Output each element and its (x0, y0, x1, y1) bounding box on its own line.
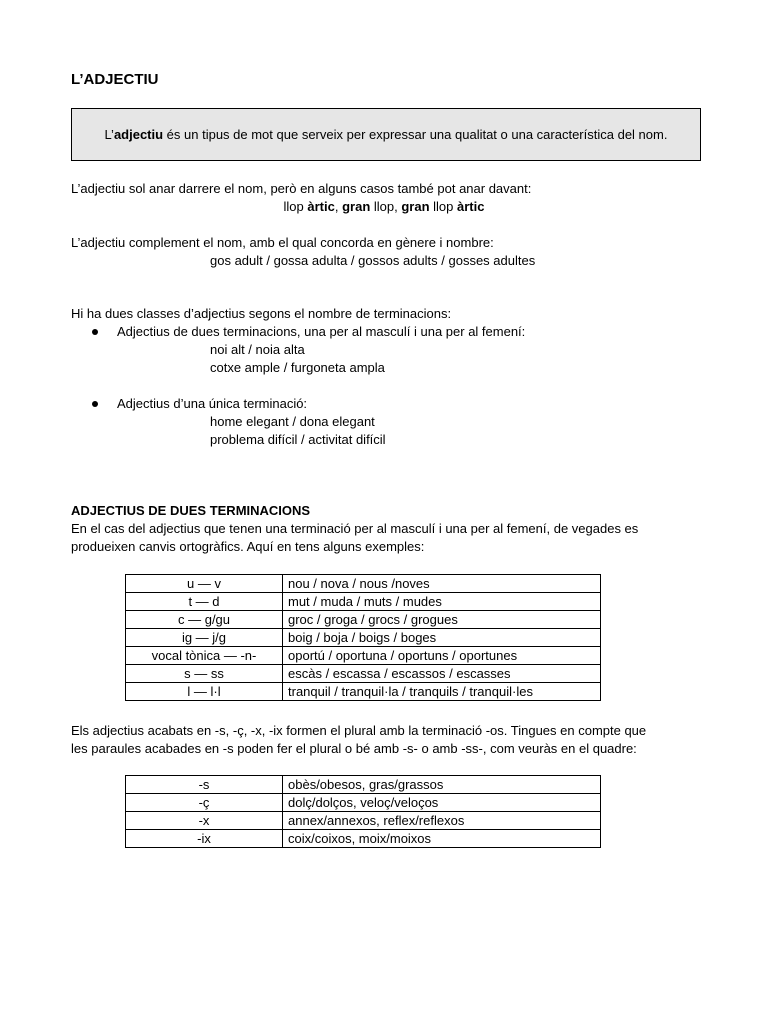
table-cell-ending: -s (126, 776, 283, 794)
table-cell-examples: oportú / oportuna / oportuns / oportunes (283, 647, 601, 665)
table-cell-examples: annex/annexos, reflex/reflexos (283, 812, 601, 830)
table-row (126, 647, 601, 665)
table-cell-examples: dolç/dolços, veloç/veloços (283, 794, 601, 812)
agreement-example: gos adult / gossa adulta / gossos adults / gosses adultes (210, 253, 536, 268)
section-paragraph-line: En el cas del adjectius que tenen una terminació per al masculí i una per al femení, de vegades es (71, 521, 639, 536)
position-example: llop àrtic, gran llop, gran llop àrtic (283, 199, 485, 214)
table-cell-change: vocal tònica — -n- (126, 647, 283, 665)
spelling-changes-table (125, 574, 601, 701)
table-row (126, 611, 601, 629)
table-cell-examples: obès/obesos, gras/grassos (283, 776, 601, 794)
bullet-icon (92, 329, 98, 335)
definition-box (71, 108, 701, 161)
table-row (126, 776, 601, 794)
table-row (126, 812, 601, 830)
table-row (126, 683, 601, 701)
section-paragraph-line: produeixen canvis ortogràfics. Aquí en tens alguns exemples: (71, 539, 425, 554)
definition-term: adjectiu (113, 126, 164, 142)
table-cell-ending: -ix (126, 830, 283, 848)
table-row (126, 794, 601, 812)
table-cell-examples: mut / muda / muts / mudes (283, 593, 601, 611)
table-row (126, 665, 601, 683)
table-cell-examples: escàs / escassa / escassos / escasses (283, 665, 601, 683)
table-row (126, 830, 601, 848)
plural-endings-table (125, 775, 601, 848)
position-text: L’adjectiu sol anar darrere el nom, però en alguns casos també pot anar davant: (71, 181, 532, 196)
table-cell-change: u — v (126, 575, 283, 593)
class-item-example: problema difícil / activitat difícil (210, 432, 386, 447)
plural-paragraph-line: les paraules acabades en -s poden fer el plural o bé amb -s- o amb -ss-, com veuràs en el quadre: (71, 741, 637, 756)
table-cell-examples: boig / boja / boigs / boges (283, 629, 601, 647)
table-cell-change: l — l·l (126, 683, 283, 701)
class-item-example: noi alt / noia alta (210, 342, 305, 357)
section-heading: ADJECTIUS DE DUES TERMINACIONS (71, 503, 311, 518)
table-row (126, 575, 601, 593)
plural-paragraph-line: Els adjectius acabats en -s, -ç, -x, -ix formen el plural amb la terminació -os. Tingues en compte que (71, 723, 647, 738)
table-row (126, 629, 601, 647)
agreement-text: L’adjectiu complement el nom, amb el qual concorda en gènere i nombre: (71, 235, 494, 250)
table-cell-ending: -x (126, 812, 283, 830)
page-title: L’ADJECTIU (71, 71, 159, 88)
bullet-icon (92, 401, 98, 407)
definition-text: L’adjectiu és un tipus de mot que serveix per expressar una qualitat o una característica del nom. (104, 126, 668, 142)
table-cell-change: ig — j/g (126, 629, 283, 647)
classes-intro: Hi ha dues classes d’adjectius segons el nombre de terminacions: (71, 306, 452, 321)
table-cell-change: t — d (126, 593, 283, 611)
class-item-label: Adjectius de dues terminacions, una per al masculí i una per al femení: (117, 324, 526, 339)
table-cell-examples: groc / groga / grocs / grogues (283, 611, 601, 629)
class-item-example: cotxe ample / furgoneta ampla (210, 360, 385, 375)
class-item-example: home elegant / dona elegant (210, 414, 375, 429)
table-cell-examples: coix/coixos, moix/moixos (283, 830, 601, 848)
table-cell-examples: nou / nova / nous /noves (283, 575, 601, 593)
table-row (126, 593, 601, 611)
class-item-label: Adjectius d’una única terminació: (117, 396, 308, 411)
table-cell-ending: -ç (126, 794, 283, 812)
table-cell-examples: tranquil / tranquil·la / tranquils / tranquil·les (283, 683, 601, 701)
table-cell-change: s — ss (126, 665, 283, 683)
table-cell-change: c — g/gu (126, 611, 283, 629)
